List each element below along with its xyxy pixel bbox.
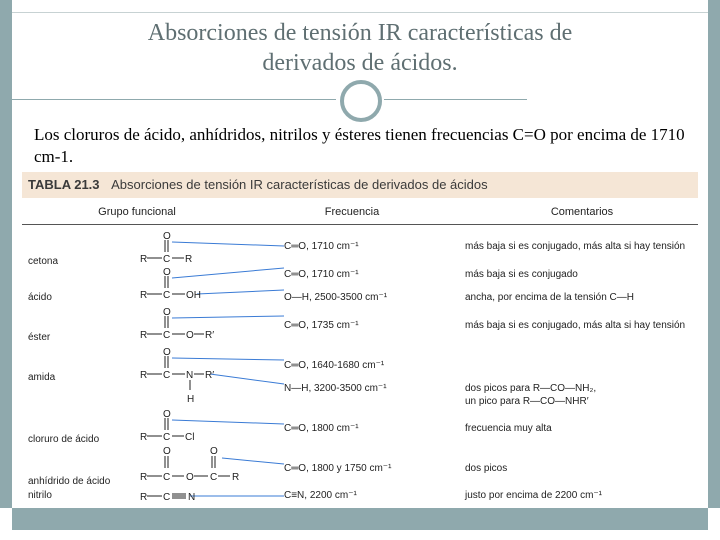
svg-text:N: N xyxy=(186,370,194,381)
row-comment: dos picos xyxy=(465,463,508,474)
svg-text:R: R xyxy=(140,370,148,381)
svg-text:R: R xyxy=(140,290,148,301)
slide-title xyxy=(52,18,668,78)
svg-text:R: R xyxy=(140,492,148,503)
row-label-cloruro: cloruro de ácido xyxy=(28,434,100,445)
svg-text:C: C xyxy=(163,330,171,341)
row-label-cetona: cetona xyxy=(28,256,59,267)
row-label-amida: amida xyxy=(28,372,56,383)
row-frequency: C═O, 1735 cm⁻¹ xyxy=(284,320,359,331)
svg-text:R′: R′ xyxy=(205,330,215,341)
svg-text:O: O xyxy=(163,267,171,278)
svg-text:H: H xyxy=(187,394,195,405)
svg-text:O: O xyxy=(163,446,171,457)
svg-text:C: C xyxy=(163,370,171,381)
right-border-bar xyxy=(708,0,720,508)
atom-O: O xyxy=(163,231,171,242)
row-frequency: C═O, 1640-1680 cm⁻¹ xyxy=(284,360,385,371)
row-label-ester: éster xyxy=(28,332,51,343)
row-label-acido: ácido xyxy=(28,292,52,303)
row-comment: más baja si es conjugado, más alta si hay tensión xyxy=(465,320,686,331)
bottom-border-bar xyxy=(12,508,708,530)
row-comment: más baja si es conjugado xyxy=(465,269,578,280)
row-label-anhidrido: anhídrido de ácido xyxy=(28,476,111,487)
svg-text:R′: R′ xyxy=(205,370,215,381)
svg-text:O: O xyxy=(163,307,171,318)
svg-text:O: O xyxy=(186,472,194,483)
svg-text:C: C xyxy=(163,254,171,265)
svg-text:Cl: Cl xyxy=(185,432,195,443)
row-comment: dos picos para R—CO—NH₂, xyxy=(465,383,597,394)
row-frequency: C≡N, 2200 cm⁻¹ xyxy=(284,490,357,501)
svg-text:OH: OH xyxy=(186,290,201,301)
circle-ornament-icon xyxy=(340,80,382,122)
svg-text:R: R xyxy=(185,254,193,265)
ir-table xyxy=(22,172,698,508)
svg-text:C: C xyxy=(163,290,171,301)
row-frequency: C═O, 1710 cm⁻¹ xyxy=(284,241,359,252)
row-comment: frecuencia muy alta xyxy=(465,423,552,434)
column-header-group: Grupo funcional xyxy=(98,206,176,218)
row-comment: más baja si es conjugado, más alta si hay tensión xyxy=(465,241,686,252)
title-divider-left xyxy=(12,99,336,100)
row-label-nitrilo: nitrilo xyxy=(28,490,52,501)
svg-text:C: C xyxy=(210,472,218,483)
row-frequency: C═O, 1710 cm⁻¹ xyxy=(284,269,359,280)
svg-text:R: R xyxy=(140,254,148,265)
header-rule xyxy=(22,224,698,225)
svg-text:R: R xyxy=(140,472,148,483)
svg-text:R: R xyxy=(140,330,148,341)
row-frequency: C═O, 1800 y 1750 cm⁻¹ xyxy=(284,463,392,474)
table-caption-bar xyxy=(22,172,698,198)
row-frequency: O—H, 2500-3500 cm⁻¹ xyxy=(284,292,388,303)
row-comment: justo por encima de 2200 cm⁻¹ xyxy=(465,490,603,501)
title-line-2: derivados de ácidos. xyxy=(262,50,458,76)
left-border-bar xyxy=(0,0,12,508)
table-caption: Absorciones de tensión IR características de derivados de ácidos xyxy=(111,177,488,192)
svg-text:C: C xyxy=(163,432,171,443)
svg-text:C: C xyxy=(163,472,171,483)
svg-text:O: O xyxy=(210,446,218,457)
svg-text:R: R xyxy=(140,432,148,443)
svg-text:N: N xyxy=(188,492,196,503)
row-frequency: C═O, 1800 cm⁻¹ xyxy=(284,423,359,434)
body-paragraph: Los cloruros de ácido, anhídridos, nitrilos y ésteres tienen frecuencias C=O por encima de 1710 cm-1. xyxy=(34,125,685,166)
column-header-frequency: Frecuencia xyxy=(324,206,380,218)
column-header-comments: Comentarios xyxy=(550,206,614,218)
title-line-1: Absorciones de tensión IR características de xyxy=(147,20,573,46)
svg-text:O: O xyxy=(163,409,171,420)
svg-text:O: O xyxy=(163,347,171,358)
row-frequency: N—H, 3200-3500 cm⁻¹ xyxy=(284,383,387,394)
svg-text:R: R xyxy=(232,472,240,483)
table-number: TABLA 21.3 xyxy=(28,177,100,192)
title-divider-right xyxy=(384,99,527,100)
svg-text:O: O xyxy=(186,330,194,341)
row-comment: ancha, por encima de la tensión C—H xyxy=(465,292,634,303)
row-comment: un pico para R—CO—NHR′ xyxy=(465,396,589,407)
svg-text:C: C xyxy=(163,492,171,503)
